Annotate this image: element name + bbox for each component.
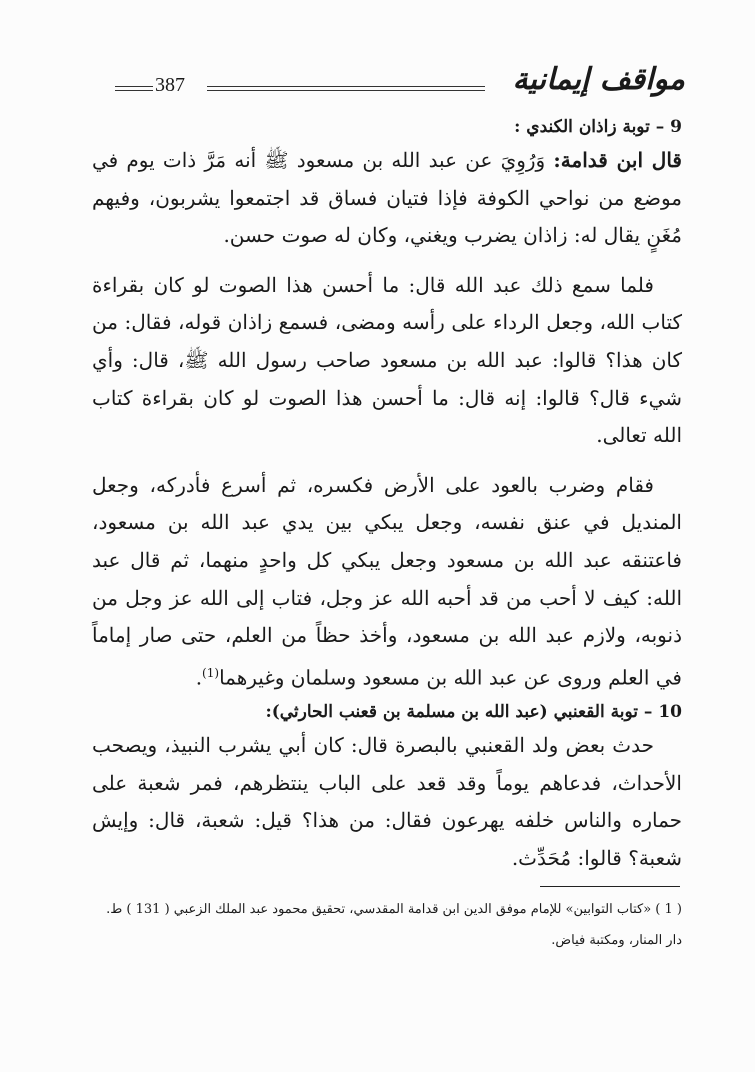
speaker-label: قال ابن قدامة: bbox=[553, 148, 682, 172]
page-header bbox=[95, 62, 685, 102]
paragraph-text: وَرُوِيَ عن عبد الله بن مسعود ﷺ أنه مَرَّ ذات يوم في موضع من نواحي الكوفة فإذا فتيان فساق قد اجتمعوا يشربون، وفيهم مُغَنٍ يقال له: زاذان يضرب ويغني، وكان له صوت حسن. bbox=[92, 148, 682, 248]
paragraph-text: فقام وضرب بالعود على الأرض فكسره، ثم أسرع فأدركه، وجعل المنديل في عنق نفسه، وجعل يبكي بين يدي عبد الله بن مسعود، فاعتنقه عبد الله بن مسعود وجعل يبكي كل واحدٍ منهما، ثم قال عبد الله: كيف لا أحب من قد أحبه الله عز وجل، فتاب إلى الله عز وجل من ذنوبه، ولازم عبد الله بن مسعود، وأخذ حظاً من العلم، حتى صار إماماً في العلم وروى عن عبد الله بن مسعود وسلمان وغيرهما bbox=[92, 472, 682, 690]
section-heading-9: 9 – توبة زاذان الكندي : bbox=[514, 117, 682, 137]
period: . bbox=[195, 665, 203, 690]
paragraph bbox=[92, 467, 682, 697]
footnote bbox=[92, 894, 682, 956]
page-number: 387 bbox=[155, 74, 185, 96]
running-title: مواقف إيمانية bbox=[512, 62, 685, 97]
paragraph bbox=[92, 142, 682, 255]
paragraph: فلما سمع ذلك عبد الله قال: ما أحسن هذا الصوت لو كان بقراءة كتاب الله، وجعل الرداء على رأسه ومضى، فسمع زاذان قوله، فقال: من كان هذا؟ قالوا: عبد الله بن مسعود صاحب رسول الله ﷺ، قال: وأي شيء قال؟ قالوا: إنه قال: ما أحسن هذا الصوت لو كان بقراءة كتاب الله تعالى. bbox=[92, 272, 682, 448]
footnote-line: ( 1 ) «كتاب التوابين» للإمام موفق الدين ابن قدامة المقدسي، تحقيق محمود عبد الملك الزعبي ( 131 ) ط. bbox=[106, 902, 682, 917]
header-rule-left-2 bbox=[115, 90, 153, 91]
section-heading-10: 10 – توبة القعنبي (عبد الله بن مسلمة بن قعنب الحارثي): bbox=[265, 701, 682, 722]
footnote-separator bbox=[540, 886, 680, 887]
header-rule-left bbox=[115, 86, 153, 87]
main-text bbox=[92, 112, 682, 877]
footnote-ref: (1) bbox=[202, 665, 220, 680]
header-rule-mid-2 bbox=[207, 90, 485, 91]
header-rule-mid bbox=[207, 86, 485, 87]
footnote-line: دار المنار، ومكتبة فياض. bbox=[551, 933, 682, 948]
paragraph: حدث بعض ولد القعنبي بالبصرة قال: كان أبي يشرب النبيذ، ويصحب الأحداث، فدعاهم يوماً وقد قعد على الباب ينتظرهم، فمر شعبة على حماره والناس خلفه يهرعون فقال: من هذا؟ قيل: شعبة، قال: وإيش شعبة؟ قالوا: مُحَدِّث. bbox=[92, 732, 682, 870]
